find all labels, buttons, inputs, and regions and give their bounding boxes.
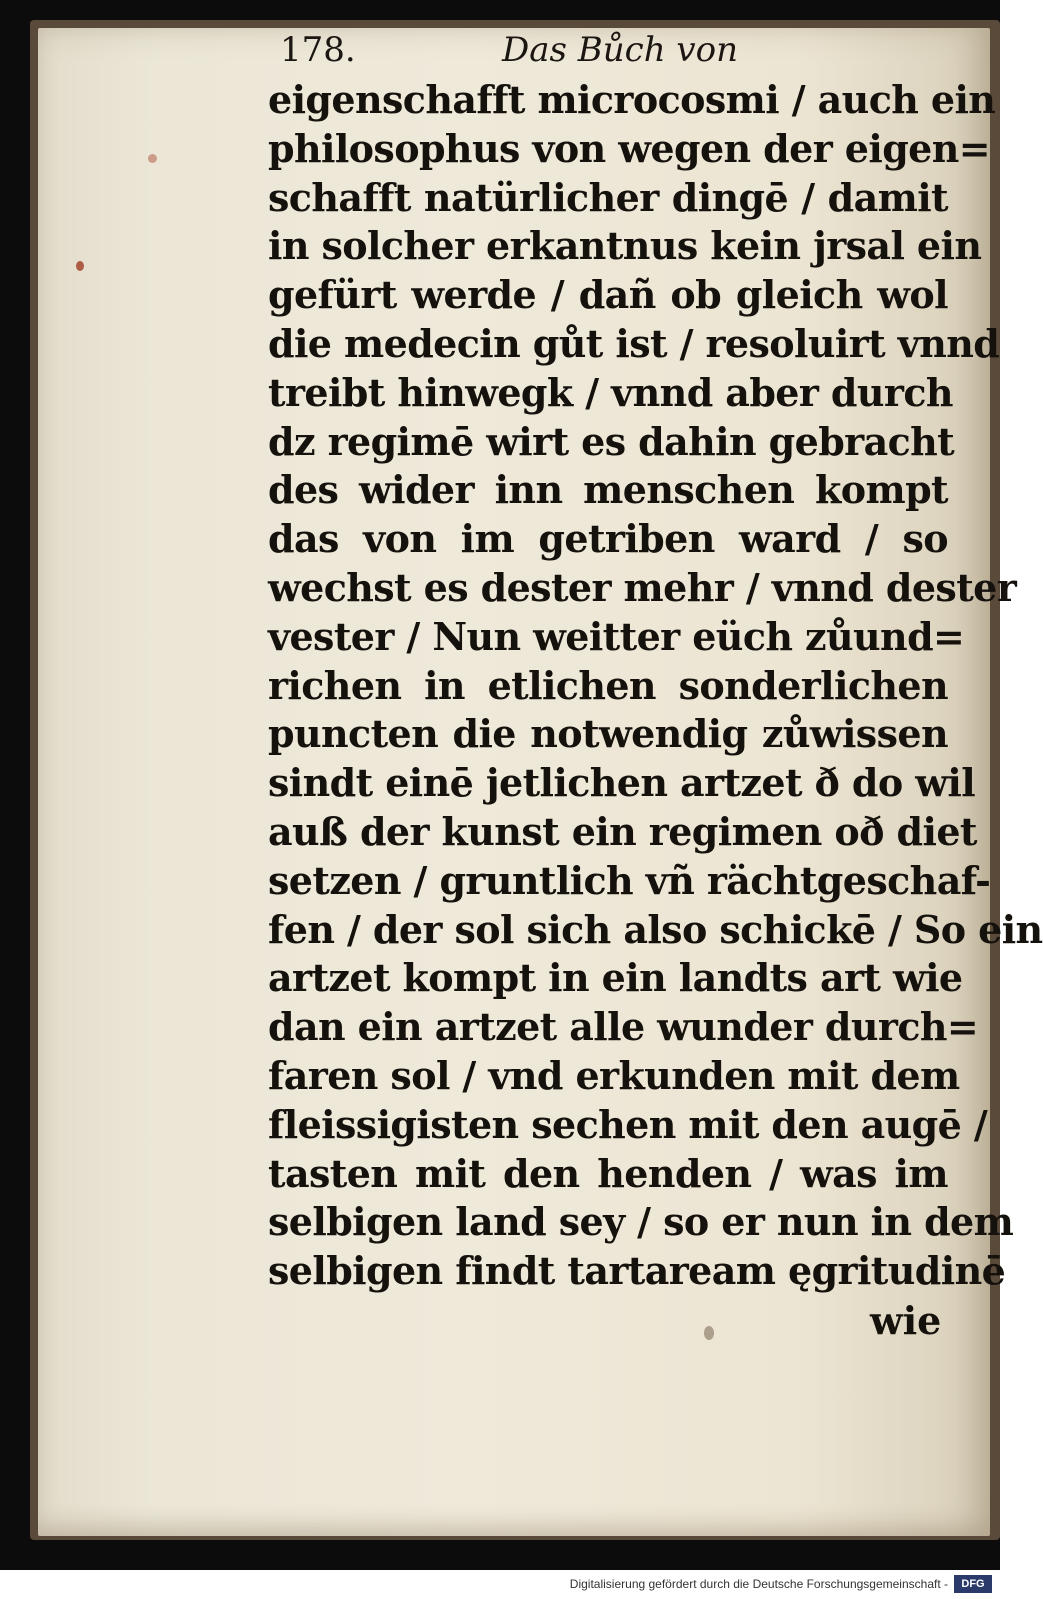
text-line: puncten die notwendig zůwissen	[268, 711, 948, 757]
text-line: auß der kunst ein regimen oð diet	[268, 808, 977, 854]
text-line: vester / Nun weitter eüch zůund=	[268, 613, 965, 659]
text-line: dan ein artzet alle wunder durch=	[268, 1004, 979, 1050]
body-text	[268, 76, 1043, 1296]
text-line: treibt hinwegk / vnnd aber durch	[268, 369, 953, 415]
footer-credit: Digitalisierung gefördert durch die Deutsche Forschungsgemeinschaft -	[569, 1577, 948, 1591]
text-line: gefürt werde / dañ ob gleich wol	[268, 272, 948, 318]
text-line: fleissigisten sechen mit den augē /	[268, 1101, 988, 1147]
text-line: selbigen findt tartaream ęgritudinē	[268, 1248, 1006, 1294]
text-line: artzet kompt in ein landts art wie	[268, 955, 963, 1001]
stain-spot	[704, 1326, 714, 1340]
text-line: des wider inn menschen kompt	[268, 467, 948, 513]
text-line: tasten mit den henden / was im	[268, 1150, 948, 1196]
text-line: setzen / gruntlich vñ rächtgeschaf-	[268, 857, 991, 903]
text-line: faren sol / vnd erkunden mit dem	[268, 1052, 960, 1098]
catchword: wie	[870, 1298, 942, 1343]
footer-bar	[0, 1570, 1000, 1599]
page-header	[280, 30, 800, 80]
text-line: das von im getriben ward / so	[268, 516, 948, 562]
text-line: fen / der sol sich also schickē / So ein	[268, 906, 1043, 952]
text-line: schafft natürlicher dingē / damit	[268, 174, 948, 220]
dfg-logo: DFG	[954, 1575, 992, 1593]
text-line: richen in etlichen sonderlichen	[268, 662, 948, 708]
text-line: dz regimē wirt es dahin gebracht	[268, 418, 955, 464]
page-number: 178.	[280, 30, 356, 70]
text-line: in solcher erkantnus kein jrsal ein	[268, 223, 982, 269]
text-line: philosophus von wegen der eigen=	[268, 125, 991, 171]
text-line: die medecin gůt ist / resoluirt vnnd	[268, 320, 1000, 366]
text-line: wechst es dester mehr / vnnd dester	[268, 564, 1017, 610]
running-title: Das Bůch von	[502, 30, 738, 70]
text-line: selbigen land sey / so er nun in dem	[268, 1199, 1014, 1245]
text-line: sindt einē jetlichen artzet ð do wil	[268, 760, 976, 806]
text-line: eigenschafft microcosmi / auch ein	[268, 77, 996, 122]
red-ink-spot	[76, 261, 84, 271]
stain-spot	[148, 154, 157, 163]
